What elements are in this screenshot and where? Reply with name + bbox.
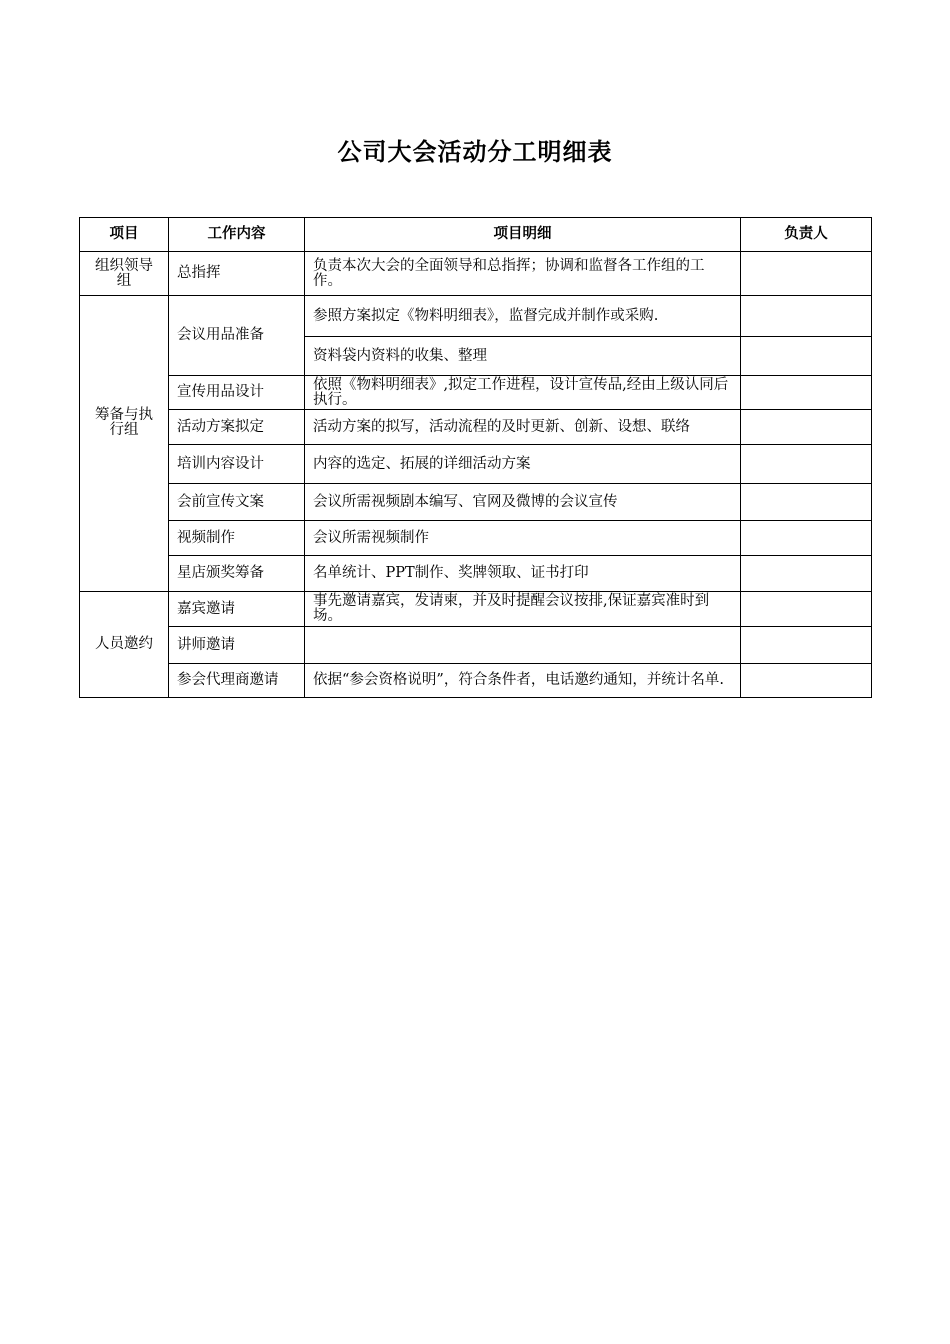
- detail-cell: 内容的选定、拓展的详细活动方案: [305, 445, 741, 484]
- table-row: [80, 484, 872, 521]
- table-row: [80, 592, 872, 627]
- document-title: 公司大会活动分工明细表: [337, 138, 613, 166]
- detail-cell: 资料袋内资料的收集、整理: [305, 337, 741, 376]
- detail-cell: 事先邀请嘉宾，发请柬，并及时提醒会议按排,保证嘉宾准时到场。: [305, 592, 741, 627]
- owner-cell[interactable]: [741, 556, 872, 592]
- group-preparation-cell: [80, 296, 169, 592]
- table-row: [80, 410, 872, 445]
- table-row: [80, 445, 872, 484]
- detail-cell: 依照《物料明细表》,拟定工作进程，设计宣传品,经由上级认同后执行。: [305, 376, 741, 410]
- owner-cell[interactable]: [741, 445, 872, 484]
- owner-cell[interactable]: [741, 664, 872, 698]
- detail-cell: 参照方案拟定《物料明细表》，监督完成并制作或采购.: [305, 296, 741, 337]
- owner-cell[interactable]: [741, 410, 872, 445]
- owner-cell[interactable]: [741, 592, 872, 627]
- owner-cell[interactable]: [741, 484, 872, 521]
- owner-cell[interactable]: [741, 337, 872, 376]
- group-leadership: 组织领导组: [80, 252, 169, 296]
- owner-cell[interactable]: [741, 252, 872, 296]
- detail-cell: 活动方案的拟写，活动流程的及时更新、创新、设想、联络: [305, 410, 741, 445]
- group-invitation: 人员邀约: [95, 636, 153, 652]
- table-row: [80, 376, 872, 410]
- detail-cell: 名单统计、PPT制作、奖牌领取、证书打印: [305, 556, 741, 592]
- task-cell: 总指挥: [169, 252, 305, 296]
- task-cell: 星店颁奖筹备: [169, 556, 305, 592]
- header-owner: 负责人: [741, 218, 872, 252]
- table-row: [80, 556, 872, 592]
- task-assignment-table: [79, 217, 872, 698]
- owner-cell[interactable]: [741, 627, 872, 664]
- task-cell: 参会代理商邀请: [169, 664, 305, 698]
- task-cell: 培训内容设计: [169, 445, 305, 484]
- table-row: [80, 521, 872, 556]
- task-cell: 活动方案拟定: [169, 410, 305, 445]
- table-row: [80, 252, 872, 296]
- table-header-row: [80, 218, 872, 252]
- owner-cell[interactable]: [741, 521, 872, 556]
- detail-cell: 会议所需视频制作: [305, 521, 741, 556]
- task-cell: 视频制作: [169, 521, 305, 556]
- task-cell: 会议用品准备: [169, 296, 305, 376]
- detail-cell: 负责本次大会的全面领导和总指挥；协调和监督各工作组的工作。: [305, 252, 741, 296]
- owner-cell[interactable]: [741, 376, 872, 410]
- detail-cell: 会议所需视频剧本编写、官网及微博的会议宣传: [305, 484, 741, 521]
- task-cell: 嘉宾邀请: [169, 592, 305, 627]
- header-project-detail: 项目明细: [305, 218, 741, 252]
- task-cell: 会前宣传文案: [169, 484, 305, 521]
- detail-cell: [305, 627, 741, 664]
- header-project: 项目: [80, 218, 169, 252]
- table-row: [80, 664, 872, 698]
- group-invitation-cell: [80, 592, 169, 698]
- detail-cell: 依据“参会资格说明”，符合条件者，电话邀约通知，并统计名单.: [305, 664, 741, 698]
- owner-cell[interactable]: [741, 296, 872, 337]
- task-cell: 宣传用品设计: [169, 376, 305, 410]
- group-preparation: 筹备与执行组: [95, 407, 153, 438]
- task-cell: 讲师邀请: [169, 627, 305, 664]
- table-row: [80, 296, 872, 337]
- table-row: [80, 627, 872, 664]
- header-work-content: 工作内容: [169, 218, 305, 252]
